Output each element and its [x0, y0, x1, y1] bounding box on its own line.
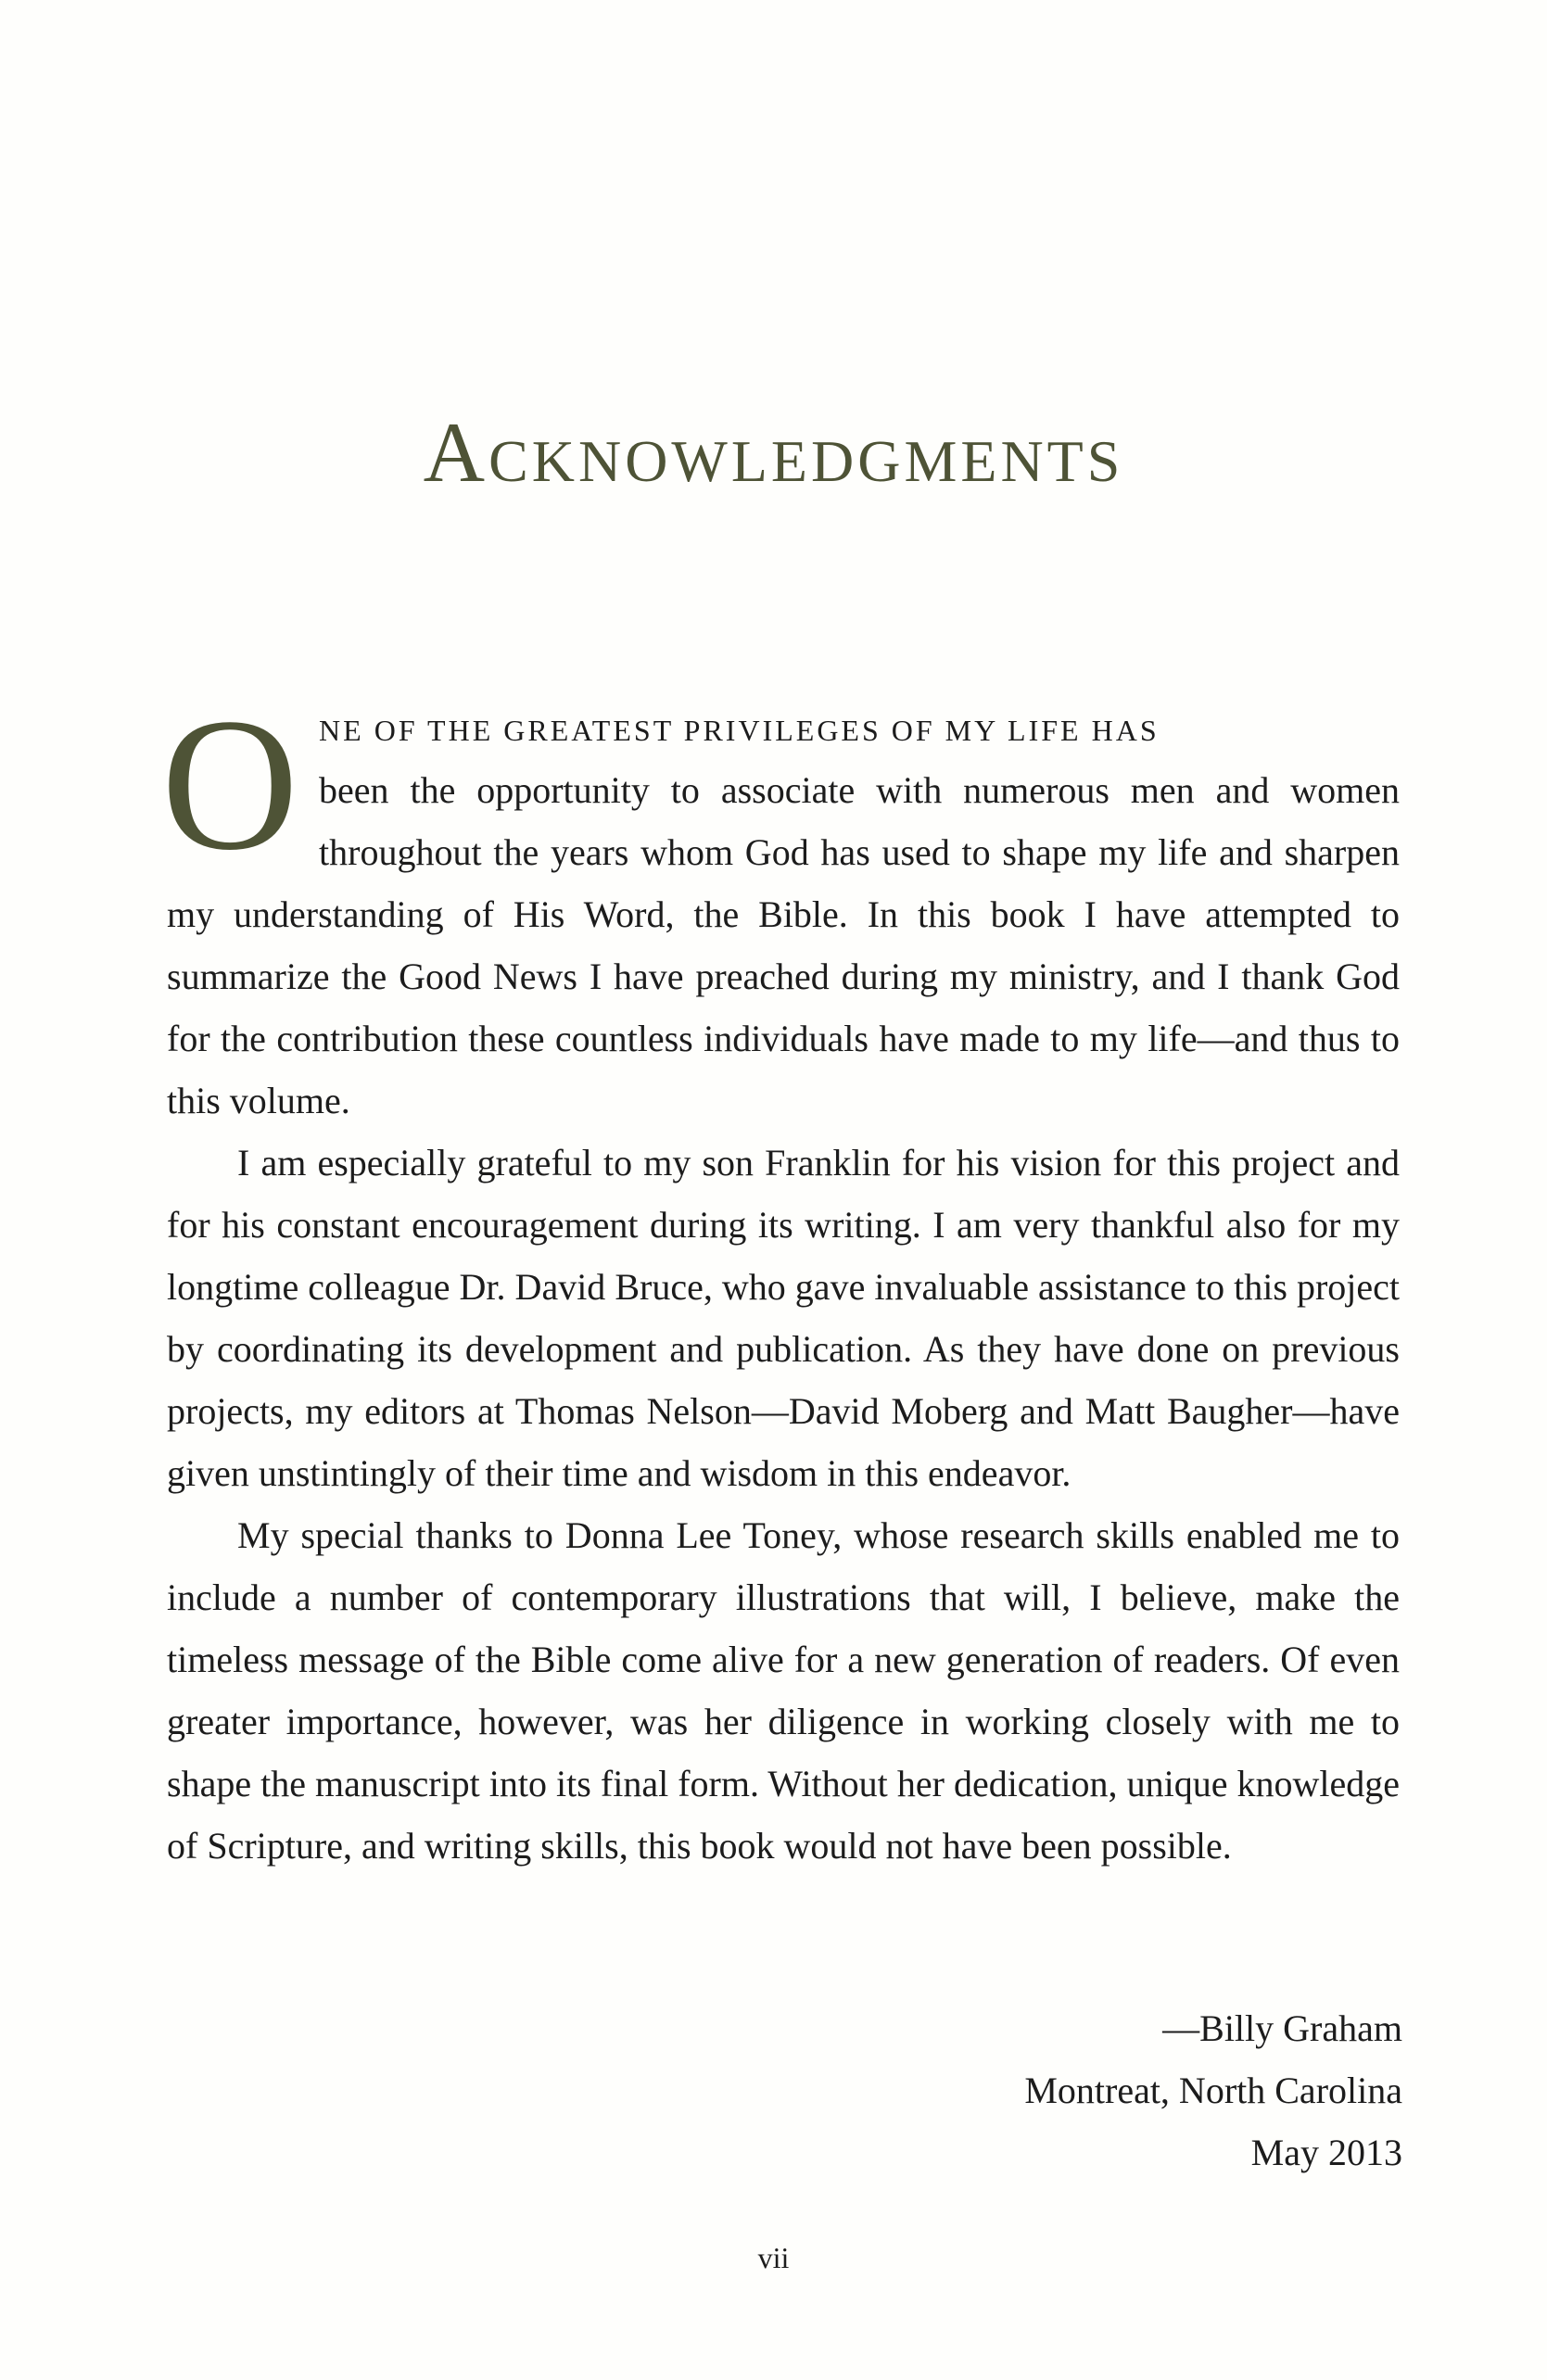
signature-place: Montreat, North Carolina	[1024, 2070, 1402, 2111]
signature-date: May 2013	[1250, 2132, 1402, 2173]
page-title: Acknowledgments	[423, 405, 1124, 500]
paragraph-2: I am especially grateful to my son Franklin for his vision for this project and for his constant encouragement during its writing. I am very thankful also for my longtime colleague Dr. David Bruce, who gave invaluable assistance to this project by coordinating its development and publication. As they have done on previous projects, my editors at Thomas Nelson—David Moberg and Matt Baugher—have given unstintingly of their time and wisdom in this endeavor.	[167, 1142, 1400, 1494]
signature-name: —Billy Graham	[1162, 2007, 1402, 2049]
page-number: vii	[757, 2241, 790, 2274]
signature-block	[1024, 1997, 1402, 2184]
drop-cap: O	[161, 679, 299, 890]
paragraph-1: been the opportunity to associate with numerous men and women throughout the years whom God has used to shape my life and sharpen my understanding of His Word, the Bible. In this book I have attempted to summarize the Good News I have preached during my ministry, and I thank God for the contribution these countless individuals have made to my life—and thus to this volume.	[167, 769, 1400, 1121]
paragraph-3: My special thanks to Donna Lee Toney, whose research skills enabled me to include a number of contemporary illustrations that will, I believe, make the timeless message of the Bible come alive for a new generation of readers. Of even greater importance, however, was her diligence in working closely with me to shape the manuscript into its final form. Without her dedication, unique knowledge of Scripture, and writing skills, this book would not have been possible.	[167, 1514, 1400, 1867]
first-line	[161, 679, 1400, 890]
acknowledgments-body	[161, 679, 1400, 1877]
opening-small-caps: NE OF THE GREATEST PRIVILEGES OF MY LIFE HAS	[319, 714, 1160, 747]
